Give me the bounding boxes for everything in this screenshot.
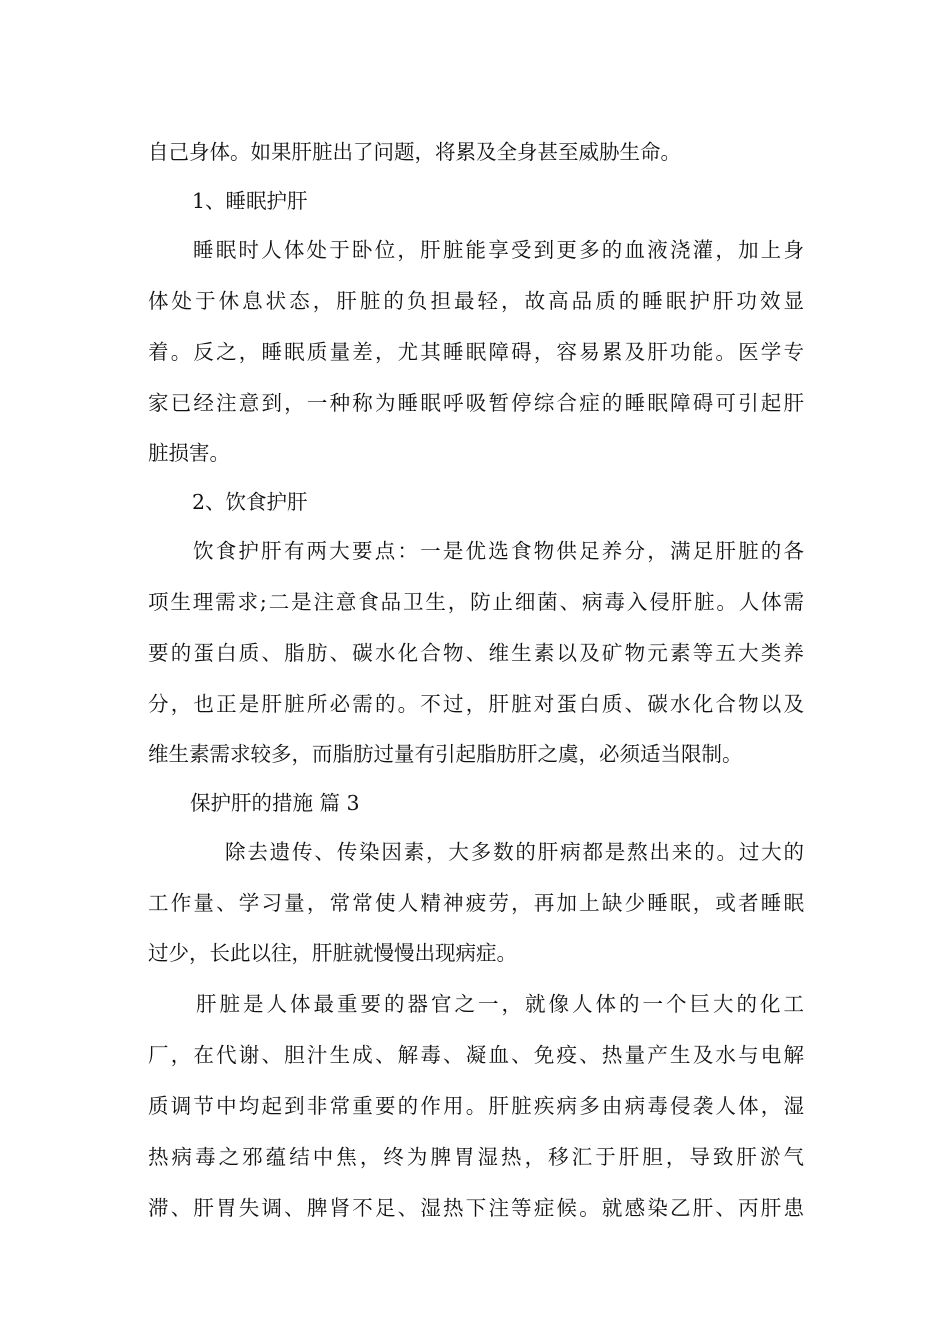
paragraph-line: 厂，在代谢、胆汁生成、解毒、凝血、免疫、热量产生及水与电解	[148, 1043, 804, 1067]
paragraph-line: 脏损害。	[148, 441, 230, 465]
paragraph-line: 要的蛋白质、脂肪、碳水化合物、维生素以及矿物元素等五大类养	[148, 641, 804, 665]
paragraph-line: 体处于休息状态，肝脏的负担最轻，故高品质的睡眠护肝功效显	[148, 289, 804, 313]
paragraph-line: 热病毒之邪蕴结中焦，终为脾胃湿热，移汇于肝胆，导致肝淤气	[148, 1145, 804, 1169]
paragraph-line: 项生理需求;二是注意食品卫生，防止细菌、病毒入侵肝脏。人体需	[148, 590, 804, 614]
paragraph-line: 质调节中均起到非常重要的作用。肝脏疾病多由病毒侵袭人体，湿	[148, 1094, 804, 1118]
paragraph-line: 饮食护肝有两大要点：一是优选食物供足养分，满足肝脏的各	[193, 539, 804, 563]
paragraph-line: 过少，长此以往，肝脏就慢慢出现病症。	[148, 941, 517, 965]
paragraph-line: 分，也正是肝脏所必需的。不过，肝脏对蛋白质、碳水化合物以及	[148, 692, 804, 716]
paragraph-line: 睡眠时人体处于卧位，肝脏能享受到更多的血液浇灌，加上身	[193, 238, 804, 262]
paragraph-line: 维生素需求较多，而脂肪过量有引起脂肪肝之虞，必须适当限制。	[148, 742, 743, 766]
paragraph-line: 滞、肝胃失调、脾肾不足、湿热下注等症候。就感染乙肝、丙肝患	[148, 1196, 804, 1220]
paragraph-line: 着。反之，睡眠质量差，尤其睡眠障碍，容易累及肝功能。医学专	[148, 340, 804, 364]
paragraph-line: 肝脏是人体最重要的器官之一，就像人体的一个巨大的化工	[196, 992, 804, 1016]
paragraph-line: 工作量、学习量，常常使人精神疲劳，再加上缺少睡眠，或者睡眠	[148, 891, 804, 915]
section-heading-diet: 2、饮食护肝	[192, 490, 308, 514]
paragraph-line: 自己身体。如果肝脏出了问题，将累及全身甚至威胁生命。	[148, 140, 681, 164]
section-heading-sleep: 1、睡眠护肝	[192, 189, 308, 213]
paragraph-line: 除去遗传、传染因素，大多数的肝病都是熬出来的。过大的	[225, 840, 804, 864]
article-heading: 保护肝的措施 篇 3	[190, 791, 360, 815]
paragraph-line: 家已经注意到，一种称为睡眠呼吸暂停综合症的睡眠障碍可引起肝	[148, 391, 804, 415]
